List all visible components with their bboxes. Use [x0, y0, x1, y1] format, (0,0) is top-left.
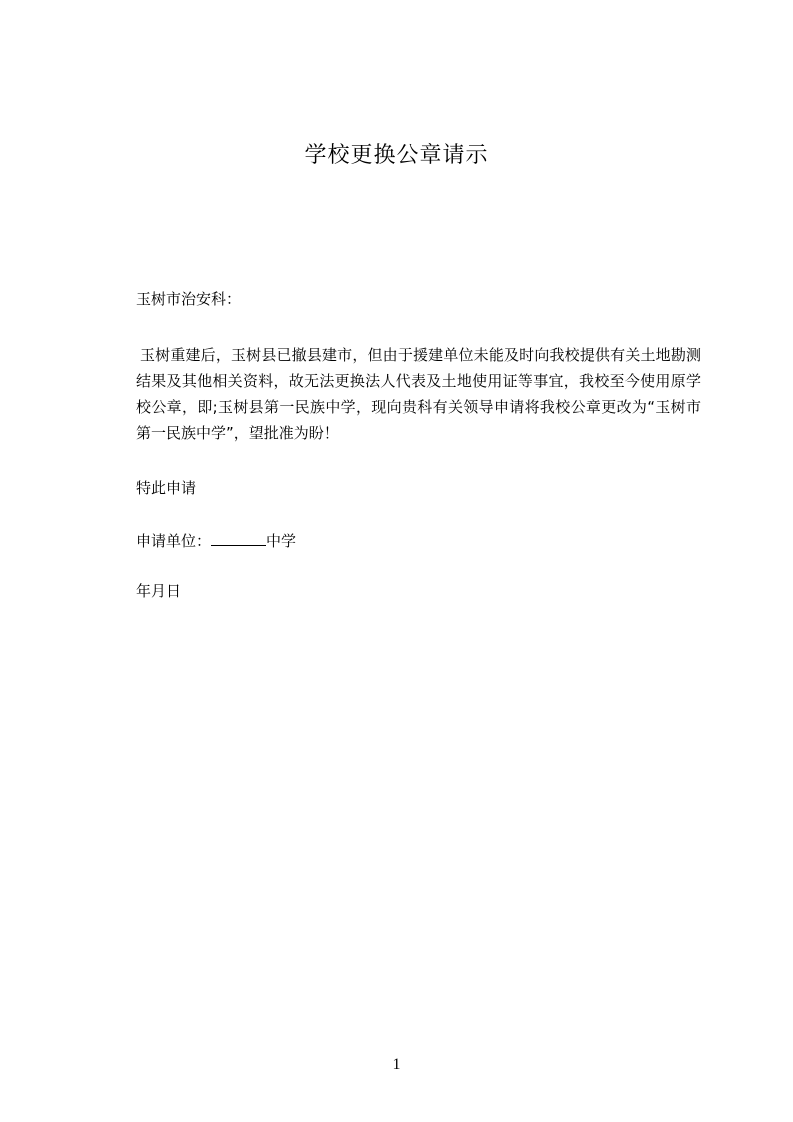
document-title: 学校更换公章请示 — [304, 143, 489, 168]
applicant-label: 申请单位： — [136, 532, 212, 550]
applicant-line — [136, 530, 296, 551]
page-number: 1 — [392, 1056, 401, 1073]
salutation: 玉树市治安科： — [136, 290, 242, 308]
body-paragraph: 玉树重建后，玉树县已撤县建市，但由于援建单位未能及时向我校提供有关土地勘测结果及其他相关资料，故无法更换法人代表及土地使用证等事宜，我校至今使用原学校公章，即;玉树县第一民族中学，现向贵科有关领导申请将我校公章更改为“玉树市第一民族中学”，望批准为盼！ — [136, 346, 701, 442]
closing-line: 特此申请 — [136, 479, 197, 497]
applicant-suffix: 中学 — [266, 532, 297, 550]
date-line: 年月日 — [136, 582, 182, 600]
applicant-blank — [211, 531, 266, 546]
